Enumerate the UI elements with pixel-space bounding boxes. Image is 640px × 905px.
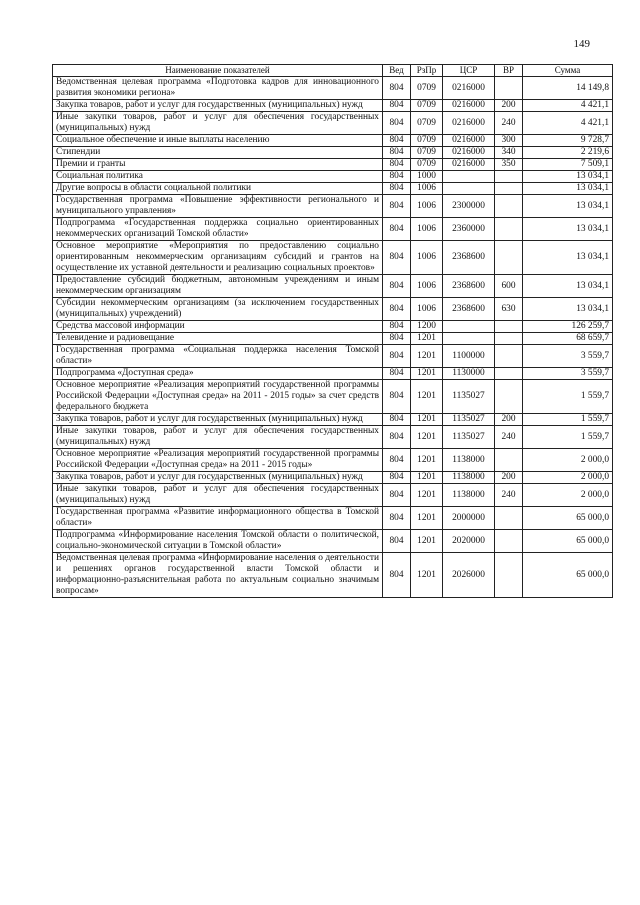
row-ved: 804 <box>383 77 411 100</box>
row-rzpr: 1000 <box>411 171 443 183</box>
row-ved: 804 <box>383 321 411 333</box>
row-vr <box>495 553 523 598</box>
row-csr: 0216000 <box>443 159 495 171</box>
row-rzpr: 1006 <box>411 275 443 298</box>
row-ved: 804 <box>383 414 411 426</box>
row-name: Социальное обеспечение и иные выплаты населению <box>53 135 383 147</box>
row-ved: 804 <box>383 553 411 598</box>
row-ved: 804 <box>383 530 411 553</box>
row-name: Телевидение и радиовещание <box>53 333 383 345</box>
row-sum: 3 559,7 <box>523 345 613 368</box>
row-sum: 9 728,7 <box>523 135 613 147</box>
row-ved: 804 <box>383 100 411 112</box>
row-sum: 3 559,7 <box>523 368 613 380</box>
row-csr: 1135027 <box>443 426 495 449</box>
row-vr: 630 <box>495 298 523 321</box>
row-vr: 600 <box>495 275 523 298</box>
row-rzpr: 1006 <box>411 241 443 275</box>
row-rzpr: 1201 <box>411 426 443 449</box>
table-row <box>53 77 613 100</box>
row-name: Подпрограмма «Государственная поддержка социально ориентированных некоммерческих организаций Томской области» <box>53 218 383 241</box>
header-vr: ВР <box>495 65 523 77</box>
table-row <box>53 333 613 345</box>
row-rzpr: 1201 <box>411 530 443 553</box>
table-row <box>53 135 613 147</box>
row-ved: 804 <box>383 368 411 380</box>
row-name: Премии и гранты <box>53 159 383 171</box>
table-row <box>53 218 613 241</box>
row-name: Средства массовой информации <box>53 321 383 333</box>
row-csr <box>443 183 495 195</box>
table-row <box>53 368 613 380</box>
row-name: Ведомственная целевая программа «Информирование населения о деятельности и решениях органов государственной власти Томской области и информационно-разъяснительная работа по актуальным социально значимым вопросам» <box>53 553 383 598</box>
row-sum: 1 559,7 <box>523 414 613 426</box>
row-vr: 200 <box>495 100 523 112</box>
row-vr: 350 <box>495 159 523 171</box>
row-csr: 1138000 <box>443 484 495 507</box>
table-row <box>53 530 613 553</box>
row-sum: 13 034,1 <box>523 275 613 298</box>
header-csr: ЦСР <box>443 65 495 77</box>
row-sum: 2 000,0 <box>523 472 613 484</box>
row-vr: 200 <box>495 472 523 484</box>
table-body <box>53 77 613 598</box>
row-sum: 68 659,7 <box>523 333 613 345</box>
row-csr: 0216000 <box>443 77 495 100</box>
row-csr: 2020000 <box>443 530 495 553</box>
row-name: Основное мероприятие «Мероприятия по предоставлению социально ориентированным некоммерческим организациям субсидий и грантов на осуществление их уставной деятельности и реализацию социальных проектов» <box>53 241 383 275</box>
row-name: Государственная программа «Повышение эффективности регионального и муниципального управления» <box>53 195 383 218</box>
table-row <box>53 195 613 218</box>
row-csr: 1100000 <box>443 345 495 368</box>
row-name: Подпрограмма «Доступная среда» <box>53 368 383 380</box>
row-ved: 804 <box>383 472 411 484</box>
row-vr: 200 <box>495 414 523 426</box>
row-ved: 804 <box>383 195 411 218</box>
row-csr: 1130000 <box>443 368 495 380</box>
row-name: Другие вопросы в области социальной политики <box>53 183 383 195</box>
row-name: Государственная программа «Развитие информационного общества в Томской области» <box>53 507 383 530</box>
row-rzpr: 0709 <box>411 112 443 135</box>
row-vr <box>495 218 523 241</box>
row-csr <box>443 333 495 345</box>
table-header-row <box>53 65 613 77</box>
table-row <box>53 484 613 507</box>
row-csr <box>443 171 495 183</box>
row-rzpr: 1201 <box>411 449 443 472</box>
row-csr: 0216000 <box>443 147 495 159</box>
row-csr: 1138000 <box>443 472 495 484</box>
table-row <box>53 426 613 449</box>
row-sum: 13 034,1 <box>523 241 613 275</box>
row-ved: 804 <box>383 112 411 135</box>
row-name: Закупка товаров, работ и услуг для государственных (муниципальных) нужд <box>53 414 383 426</box>
row-vr: 300 <box>495 135 523 147</box>
row-vr <box>495 195 523 218</box>
row-rzpr: 0709 <box>411 77 443 100</box>
row-csr: 2368600 <box>443 275 495 298</box>
row-ved: 804 <box>383 345 411 368</box>
row-rzpr: 0709 <box>411 159 443 171</box>
row-name: Предоставление субсидий бюджетным, автономным учреждениям и иным некоммерческим организациям <box>53 275 383 298</box>
row-sum: 1 559,7 <box>523 426 613 449</box>
row-csr: 1135027 <box>443 414 495 426</box>
row-vr <box>495 449 523 472</box>
row-ved: 804 <box>383 147 411 159</box>
row-vr: 240 <box>495 484 523 507</box>
row-sum: 65 000,0 <box>523 507 613 530</box>
row-name: Подпрограмма «Информирование населения Томской области о политической, социально-экономической ситуации в Томской области» <box>53 530 383 553</box>
row-ved: 804 <box>383 241 411 275</box>
row-sum: 13 034,1 <box>523 298 613 321</box>
row-csr: 2000000 <box>443 507 495 530</box>
row-rzpr: 1201 <box>411 333 443 345</box>
row-csr: 0216000 <box>443 112 495 135</box>
table-row <box>53 112 613 135</box>
row-rzpr: 1006 <box>411 195 443 218</box>
row-ved: 804 <box>383 159 411 171</box>
row-rzpr: 1201 <box>411 507 443 530</box>
row-rzpr: 1200 <box>411 321 443 333</box>
header-rzpr: РзПр <box>411 65 443 77</box>
row-ved: 804 <box>383 171 411 183</box>
row-vr <box>495 171 523 183</box>
row-name: Субсидии некоммерческим организациям (за исключением государственных (муниципальных) учреждений) <box>53 298 383 321</box>
row-name: Ведомственная целевая программа «Подготовка кадров для инновационного развития экономики региона» <box>53 77 383 100</box>
row-vr: 240 <box>495 112 523 135</box>
row-rzpr: 1201 <box>411 553 443 598</box>
table-row <box>53 275 613 298</box>
row-csr: 2368600 <box>443 241 495 275</box>
table-row <box>53 321 613 333</box>
row-ved: 804 <box>383 218 411 241</box>
table-row <box>53 171 613 183</box>
row-csr: 1138000 <box>443 449 495 472</box>
row-rzpr: 1201 <box>411 368 443 380</box>
budget-table <box>52 64 613 598</box>
row-vr <box>495 321 523 333</box>
row-csr: 2360000 <box>443 218 495 241</box>
row-rzpr: 1201 <box>411 414 443 426</box>
row-csr <box>443 321 495 333</box>
table-row <box>53 553 613 598</box>
table-row <box>53 147 613 159</box>
row-rzpr: 0709 <box>411 135 443 147</box>
row-vr <box>495 241 523 275</box>
row-ved: 804 <box>383 380 411 414</box>
header-sum: Сумма <box>523 65 613 77</box>
header-name: Наименование показателей <box>53 65 383 77</box>
row-ved: 804 <box>383 449 411 472</box>
row-name: Государственная программа «Социальная поддержка населения Томской области» <box>53 345 383 368</box>
row-sum: 65 000,0 <box>523 553 613 598</box>
table-row <box>53 507 613 530</box>
row-name: Иные закупки товаров, работ и услуг для обеспечения государственных (муниципальных) нужд <box>53 112 383 135</box>
row-ved: 804 <box>383 484 411 507</box>
row-rzpr: 1201 <box>411 484 443 507</box>
row-rzpr: 0709 <box>411 100 443 112</box>
row-name: Основное мероприятие «Реализация мероприятий государственной программы Российской Федерации «Доступная среда» на 2011 - 2015 годы» за счет средств федерального бюджета <box>53 380 383 414</box>
table-row <box>53 183 613 195</box>
row-name: Закупка товаров, работ и услуг для государственных (муниципальных) нужд <box>53 472 383 484</box>
row-rzpr: 1006 <box>411 218 443 241</box>
table-row <box>53 241 613 275</box>
row-csr: 2300000 <box>443 195 495 218</box>
row-rzpr: 1201 <box>411 345 443 368</box>
row-vr <box>495 507 523 530</box>
row-sum: 65 000,0 <box>523 530 613 553</box>
row-sum: 13 034,1 <box>523 171 613 183</box>
table-row <box>53 380 613 414</box>
table-row <box>53 449 613 472</box>
page-number: 149 <box>573 38 590 50</box>
header-ved: Вед <box>383 65 411 77</box>
row-vr <box>495 183 523 195</box>
row-vr <box>495 368 523 380</box>
table-row <box>53 472 613 484</box>
row-sum: 4 421,1 <box>523 100 613 112</box>
table-row <box>53 159 613 171</box>
row-csr: 0216000 <box>443 100 495 112</box>
row-sum: 2 000,0 <box>523 449 613 472</box>
row-name: Закупка товаров, работ и услуг для государственных (муниципальных) нужд <box>53 100 383 112</box>
row-vr: 340 <box>495 147 523 159</box>
row-csr: 2026000 <box>443 553 495 598</box>
row-ved: 804 <box>383 426 411 449</box>
row-name: Иные закупки товаров, работ и услуг для обеспечения государственных (муниципальных) нужд <box>53 426 383 449</box>
row-sum: 13 034,1 <box>523 195 613 218</box>
row-rzpr: 1006 <box>411 183 443 195</box>
row-ved: 804 <box>383 507 411 530</box>
row-sum: 1 559,7 <box>523 380 613 414</box>
row-vr: 240 <box>495 426 523 449</box>
row-sum: 14 149,8 <box>523 77 613 100</box>
row-sum: 2 219,6 <box>523 147 613 159</box>
row-vr <box>495 530 523 553</box>
row-ved: 804 <box>383 333 411 345</box>
row-csr: 0216000 <box>443 135 495 147</box>
row-sum: 126 259,7 <box>523 321 613 333</box>
table-row <box>53 298 613 321</box>
row-sum: 13 034,1 <box>523 218 613 241</box>
row-vr <box>495 380 523 414</box>
table-row <box>53 345 613 368</box>
table-row <box>53 100 613 112</box>
row-csr: 1135027 <box>443 380 495 414</box>
table-row <box>53 414 613 426</box>
row-vr <box>495 333 523 345</box>
row-name: Стипендии <box>53 147 383 159</box>
row-ved: 804 <box>383 275 411 298</box>
row-sum: 2 000,0 <box>523 484 613 507</box>
row-ved: 804 <box>383 298 411 321</box>
row-sum: 7 509,1 <box>523 159 613 171</box>
row-rzpr: 0709 <box>411 147 443 159</box>
row-name: Иные закупки товаров, работ и услуг для обеспечения государственных (муниципальных) нужд <box>53 484 383 507</box>
row-ved: 804 <box>383 183 411 195</box>
row-name: Социальная политика <box>53 171 383 183</box>
row-csr: 2368600 <box>443 298 495 321</box>
row-vr <box>495 77 523 100</box>
row-vr <box>495 345 523 368</box>
row-rzpr: 1006 <box>411 298 443 321</box>
row-sum: 4 421,1 <box>523 112 613 135</box>
row-rzpr: 1201 <box>411 380 443 414</box>
row-name: Основное мероприятие «Реализация мероприятий государственной программы Российской Федерации «Доступная среда» на 2011 - 2015 годы» <box>53 449 383 472</box>
row-sum: 13 034,1 <box>523 183 613 195</box>
row-ved: 804 <box>383 135 411 147</box>
row-rzpr: 1201 <box>411 472 443 484</box>
